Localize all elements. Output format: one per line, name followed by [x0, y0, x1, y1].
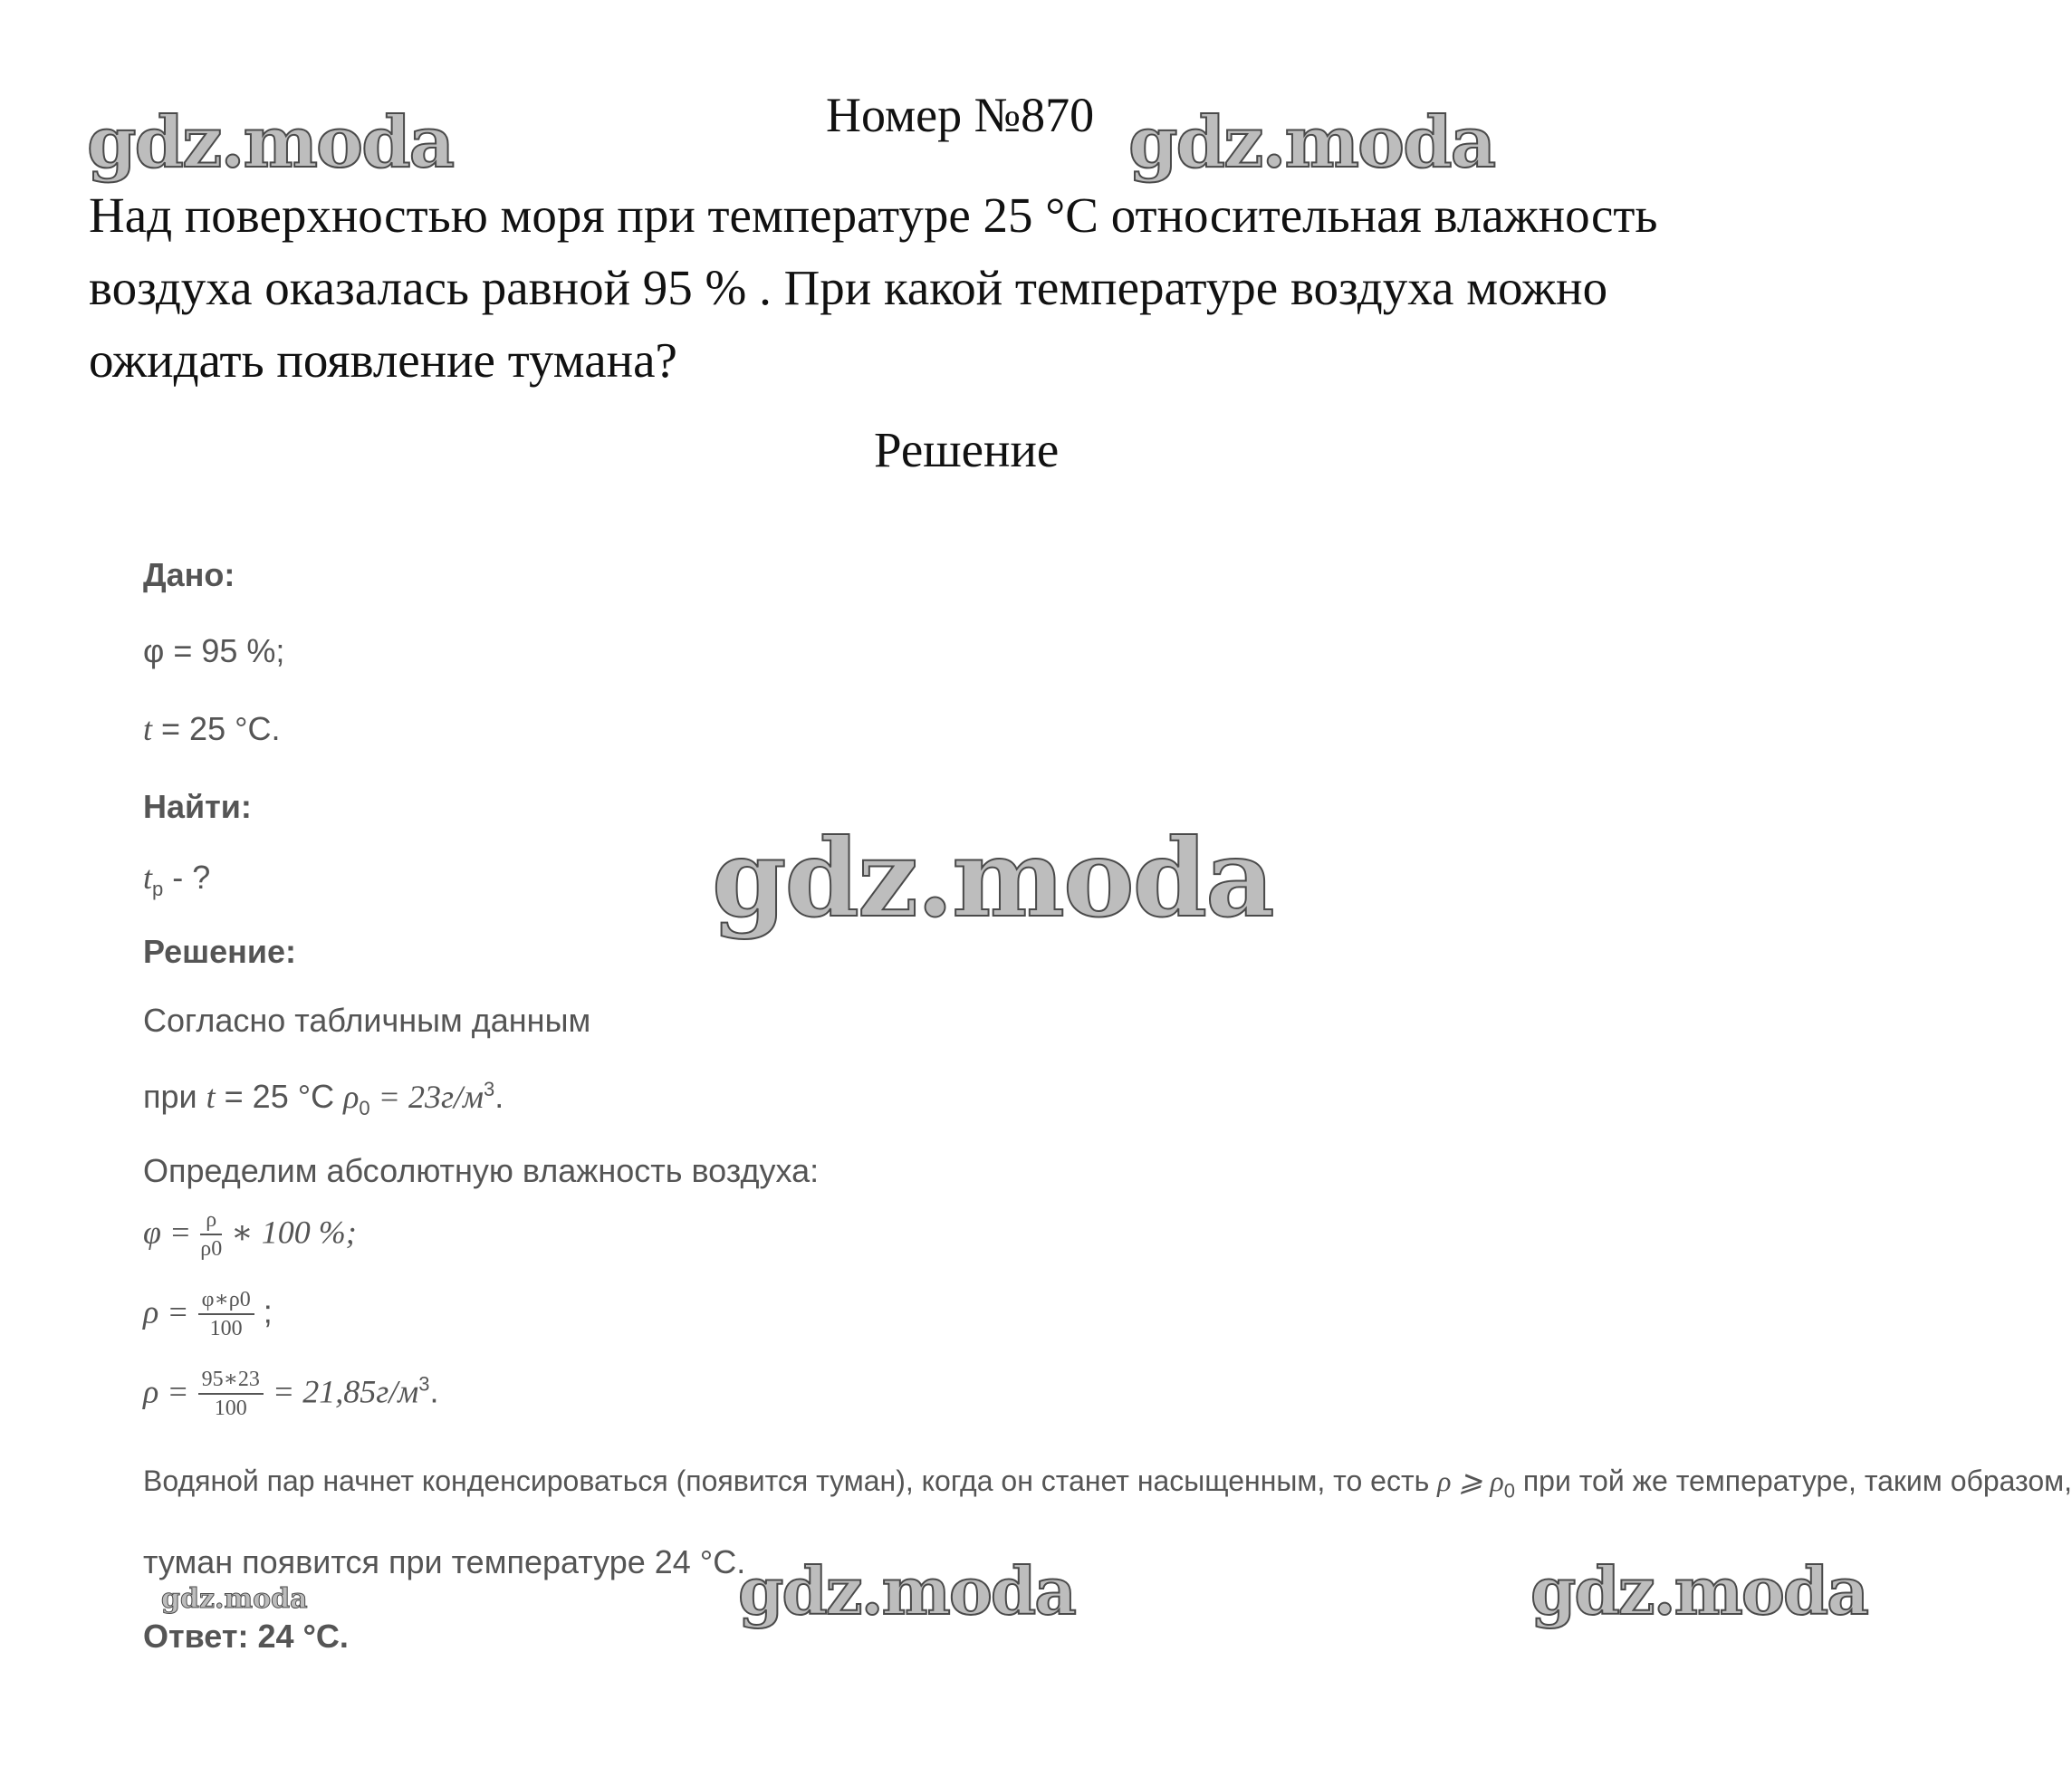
- formula-lhs: φ =: [143, 1214, 192, 1251]
- solution-heading: Решение: [874, 422, 1060, 477]
- watermark-bottom-center: gdz.moda: [738, 1552, 1075, 1629]
- define-line: Определим абсолютную влажность воздуха:: [143, 1152, 820, 1189]
- page-title: Номер №870: [826, 88, 1095, 142]
- numerator: φ∗ρ0: [198, 1286, 254, 1315]
- var-rho: ρ ⩾ ρ: [1437, 1464, 1504, 1497]
- given-temperature-value: = 25 °С.: [152, 710, 281, 747]
- denominator: 100: [214, 1397, 247, 1420]
- var-sub: 0: [1503, 1479, 1515, 1503]
- fog-line: туман появится при температуре 24 °С.: [143, 1543, 746, 1580]
- text: при той же температуре, таким образом,: [1514, 1464, 2072, 1497]
- problem-line: Над поверхностью моря при температуре 25 °С относительная влажность: [89, 187, 1658, 243]
- fraction: [200, 1206, 222, 1263]
- solution-subheading: Решение:: [143, 933, 297, 970]
- formula-rhs: = 21,85г/м: [272, 1373, 419, 1410]
- denominator: ρ0: [200, 1237, 223, 1261]
- given-heading: Дано:: [143, 556, 235, 593]
- var-sub: 0: [359, 1097, 370, 1120]
- text: = 25 °С: [215, 1078, 344, 1115]
- watermark-top-right: gdz.moda: [1128, 101, 1495, 184]
- problem-statement: [89, 179, 1945, 397]
- given-humidity: φ = 95 %;: [143, 632, 285, 669]
- find-rest: - ?: [163, 859, 211, 896]
- saturated-density-line: [143, 1078, 504, 1120]
- text: = 23г/м: [369, 1079, 484, 1115]
- formula-relative-humidity: [143, 1206, 357, 1263]
- table-data-line: Согласно табличным данным: [143, 1002, 591, 1039]
- exponent: 3: [483, 1078, 495, 1100]
- formula-density-value: [143, 1366, 439, 1422]
- text: Водяной пар начнет конденсироваться (появится туман), когда он станет насыщенным, то есть: [143, 1464, 1438, 1497]
- find-target: [143, 859, 210, 901]
- text: .: [494, 1078, 504, 1115]
- var-rho: ρ: [343, 1079, 360, 1115]
- given-temperature: [143, 710, 280, 748]
- numerator: 95∗23: [198, 1366, 264, 1395]
- denominator: 100: [209, 1317, 243, 1340]
- watermark-bottom-right: gdz.moda: [1530, 1552, 1867, 1629]
- text: при: [143, 1078, 206, 1115]
- formula-lhs: ρ =: [143, 1373, 189, 1410]
- var-sub: р: [152, 878, 164, 901]
- exponent: 3: [418, 1372, 430, 1396]
- formula-density: [143, 1286, 273, 1342]
- fraction: [198, 1286, 254, 1342]
- fraction: [198, 1366, 264, 1422]
- numerator: ρ: [200, 1206, 222, 1235]
- formula-lhs: ρ =: [143, 1293, 189, 1330]
- text: .: [429, 1372, 439, 1410]
- answer-line: Ответ: 24 °С.: [143, 1618, 349, 1655]
- var-t: t: [143, 711, 153, 747]
- problem-line: воздуха оказалась равной 95 % . При какой температуре воздуха можно: [89, 260, 1608, 315]
- formula-rhs: ∗ 100 %;: [231, 1214, 357, 1251]
- problem-line: ожидать появление тумана?: [89, 332, 677, 388]
- var-t: t: [143, 859, 153, 896]
- formula-rhs: ;: [263, 1292, 273, 1330]
- find-heading: Найти:: [143, 788, 252, 825]
- watermark-center: gdz.moda: [712, 815, 1273, 941]
- watermark-bottom-small: gdz.moda: [161, 1583, 308, 1615]
- var-t: t: [206, 1079, 216, 1115]
- watermark-top-left: gdz.moda: [87, 101, 454, 184]
- vapor-explanation-line: [143, 1464, 2072, 1503]
